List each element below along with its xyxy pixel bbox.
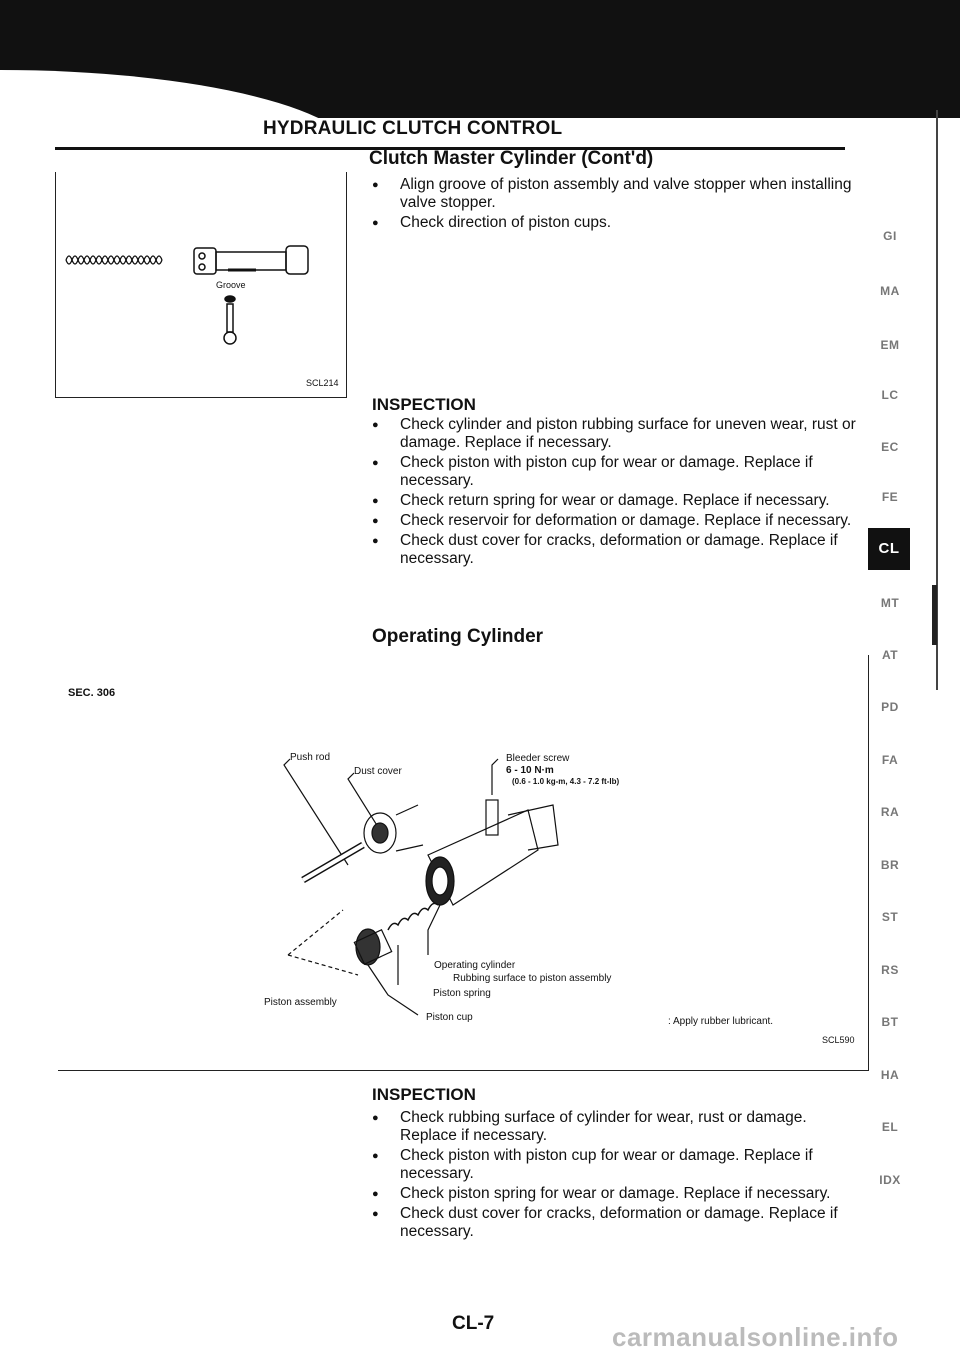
piston-assembly-label: Piston assembly: [264, 997, 337, 1008]
piston-drawing: [194, 246, 308, 274]
tab-bt[interactable]: BT: [881, 1015, 899, 1029]
list-item: ● Check piston spring for wear or damage. Replace if necessary.: [372, 1185, 862, 1203]
list-item: ● Check return spring for wear or damage. Replace if necessary.: [372, 492, 862, 510]
list-item: ● Check direction of piston cups.: [372, 214, 862, 232]
tab-ec[interactable]: EC: [881, 440, 899, 454]
list-item: ● Align groove of piston assembly and valve stopper when installing valve stopper.: [372, 176, 862, 212]
operating-cylinder-heading: Operating Cylinder: [372, 626, 544, 647]
tab-pd[interactable]: PD: [881, 700, 899, 714]
list-item: ● Check piston with piston cup for wear or damage. Replace if necessary.: [372, 454, 862, 490]
operating-inspection-bullets: [372, 1109, 862, 1243]
section-title: HYDRAULIC CLUTCH CONTROL: [263, 118, 563, 139]
list-item: ● Check reservoir for deformation or damage. Replace if necessary.: [372, 512, 862, 530]
tab-gi[interactable]: GI: [883, 229, 897, 243]
piston-groove-illustration: [56, 172, 346, 397]
tab-fe[interactable]: FE: [881, 490, 899, 504]
tab-el[interactable]: EL: [881, 1120, 899, 1134]
list-item: ● Check piston with piston cup for wear or damage. Replace if necessary.: [372, 1147, 862, 1183]
tab-ma[interactable]: MA: [880, 284, 900, 298]
page-number: CL-7: [452, 1313, 495, 1334]
master-cylinder-bullets: [372, 176, 862, 234]
figure-code: SCL214: [306, 378, 339, 388]
inspection-heading: INSPECTION: [372, 395, 476, 414]
watermark: carmanualsonline.info: [612, 1322, 899, 1352]
tab-br[interactable]: BR: [880, 858, 900, 872]
tab-mt[interactable]: MT: [880, 596, 900, 610]
figure-code: SCL590: [822, 1035, 855, 1045]
operating-cylinder-label: Operating cylinder: [434, 960, 516, 971]
torque-label: 6 - 10 N·m: [506, 765, 554, 776]
list-item: ● Check dust cover for cracks, deformation or damage. Replace if necessary.: [372, 1205, 862, 1241]
spring-drawing: [66, 256, 162, 264]
tab-rs[interactable]: RS: [881, 963, 899, 977]
master-inspection-bullets: [372, 416, 862, 570]
dust-cover-label: Dust cover: [354, 766, 402, 777]
inspection-heading: INSPECTION: [372, 1085, 476, 1104]
torque-alt-label: (0.6 - 1.0 kg-m, 4.3 - 7.2 ft-lb): [512, 777, 620, 786]
tab-at[interactable]: AT: [881, 648, 899, 662]
legend-label: : Apply rubber lubricant.: [668, 1016, 774, 1027]
page-edge-mark: [932, 585, 937, 645]
valve-stopper-drawing: [224, 296, 236, 344]
section-reference: SEC. 306: [68, 687, 116, 699]
piston-cup-label: Piston cup: [426, 1012, 473, 1023]
list-item: ● Check cylinder and piston rubbing surface for uneven wear, rust or damage. Replace if necessary.: [372, 416, 862, 452]
bleeder-screw-label: Bleeder screw: [506, 753, 570, 764]
list-item: ● Check dust cover for cracks, deformation or damage. Replace if necessary.: [372, 532, 862, 568]
piston-spring-label: Piston spring: [433, 988, 491, 999]
tab-lc[interactable]: LC: [881, 388, 899, 402]
tab-cl[interactable]: CL: [868, 528, 910, 570]
figure-groove: [55, 172, 347, 398]
tab-idx[interactable]: IDX: [879, 1173, 901, 1187]
subsection-title: Clutch Master Cylinder (Cont'd): [369, 148, 654, 169]
figure-operating-cylinder: [58, 655, 869, 1071]
groove-label: Groove: [216, 280, 246, 290]
tab-fa[interactable]: FA: [881, 753, 899, 767]
tab-ha[interactable]: HA: [880, 1068, 900, 1082]
list-item: ● Check rubbing surface of cylinder for wear, rust or damage. Replace if necessary.: [372, 1109, 862, 1145]
tab-ra[interactable]: RA: [880, 805, 900, 819]
rubbing-surface-label: Rubbing surface to piston assembly: [453, 973, 612, 984]
operating-cylinder-illustration: [58, 655, 868, 1070]
tab-st[interactable]: ST: [881, 910, 899, 924]
push-rod-label: Push rod: [290, 752, 331, 763]
tab-em[interactable]: EM: [880, 338, 900, 352]
